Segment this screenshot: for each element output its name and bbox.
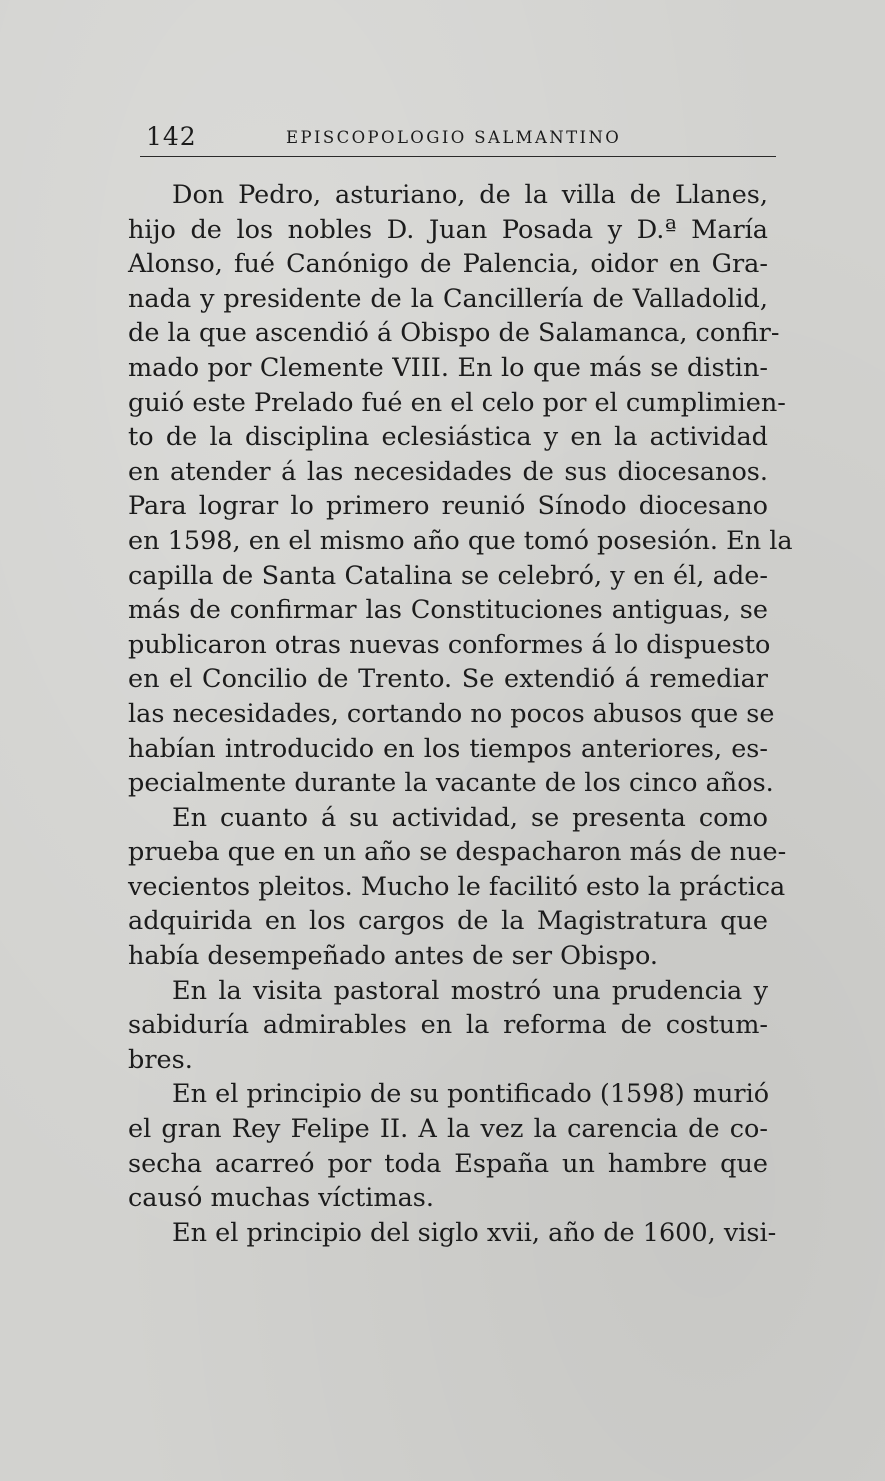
text-line: Alonso, fué Canónigo de Palencia, oidor en Gra- — [128, 249, 768, 280]
running-title: EPISCOPOLOGIO SALMANTINO — [286, 128, 622, 147]
text-line: pecialmente durante la vacante de los cinco años. — [128, 768, 774, 799]
text-line: mado por Clemente VIII. En lo que más se distin- — [128, 352, 768, 383]
text-line: en 1598, en el mismo año que tomó posesión. En la — [128, 525, 793, 556]
text-line: En cuanto á su actividad, se presenta como — [172, 802, 768, 833]
text-line: nada y presidente de la Cancillería de Valladolid, — [128, 283, 768, 314]
text-line: en el Concilio de Trento. Se extendió á remediar — [128, 664, 768, 695]
text-line: adquirida en los cargos de la Magistratura que — [128, 906, 768, 937]
text-line: capilla de Santa Catalina se celebró, y en él, ade- — [128, 560, 768, 591]
text-line: En la visita pastoral mostró una prudencia y — [172, 975, 768, 1006]
text-line: vecientos pleitos. Mucho le facilitó esto la práctica — [128, 871, 786, 902]
text-line: publicaron otras nuevas conformes á lo dispuesto — [128, 629, 771, 660]
text-line: to de la disciplina eclesiástica y en la actividad — [128, 422, 768, 453]
body-text — [128, 178, 793, 1250]
text-line: en atender á las necesidades de sus diocesanos. — [128, 456, 768, 487]
running-header — [140, 118, 776, 157]
text-line: causó muchas víctimas. — [128, 1183, 434, 1214]
text-line: secha acarreó por toda España un hambre que — [128, 1148, 768, 1179]
text-line: más de confirmar las Constituciones antiguas, se — [128, 595, 768, 626]
text-line: hijo de los nobles D. Juan Posada y D.ª María — [128, 214, 768, 245]
text-line: En el principio de su pontificado (1598) murió — [172, 1079, 770, 1110]
text-line: el gran Rey Felipe II. A la vez la carencia de co- — [128, 1114, 768, 1145]
text-line: habían introducido en los tiempos anteriores, es- — [128, 733, 768, 764]
text-line: sabiduría admirables en la reforma de costum- — [128, 1010, 768, 1041]
text-line: de la que ascendió á Obispo de Salamanca, confir- — [128, 318, 780, 349]
text-line: prueba que en un año se despacharon más de nue- — [128, 837, 787, 868]
text-line: las necesidades, cortando no pocos abusos que se — [128, 698, 775, 729]
text-line: Para lograr lo primero reunió Sínodo diocesano — [128, 491, 768, 522]
page-number: 142 — [146, 122, 197, 151]
text-line: guió este Prelado fué en el celo por el cumplimien- — [128, 387, 786, 418]
text-line: Don Pedro, asturiano, de la villa de Llanes, — [172, 180, 768, 210]
text-line: bres. — [128, 1044, 193, 1075]
text-line: En el principio del siglo xvii, año de 1600, visi- — [172, 1217, 777, 1248]
text-line: había desempeñado antes de ser Obispo. — [128, 941, 658, 972]
